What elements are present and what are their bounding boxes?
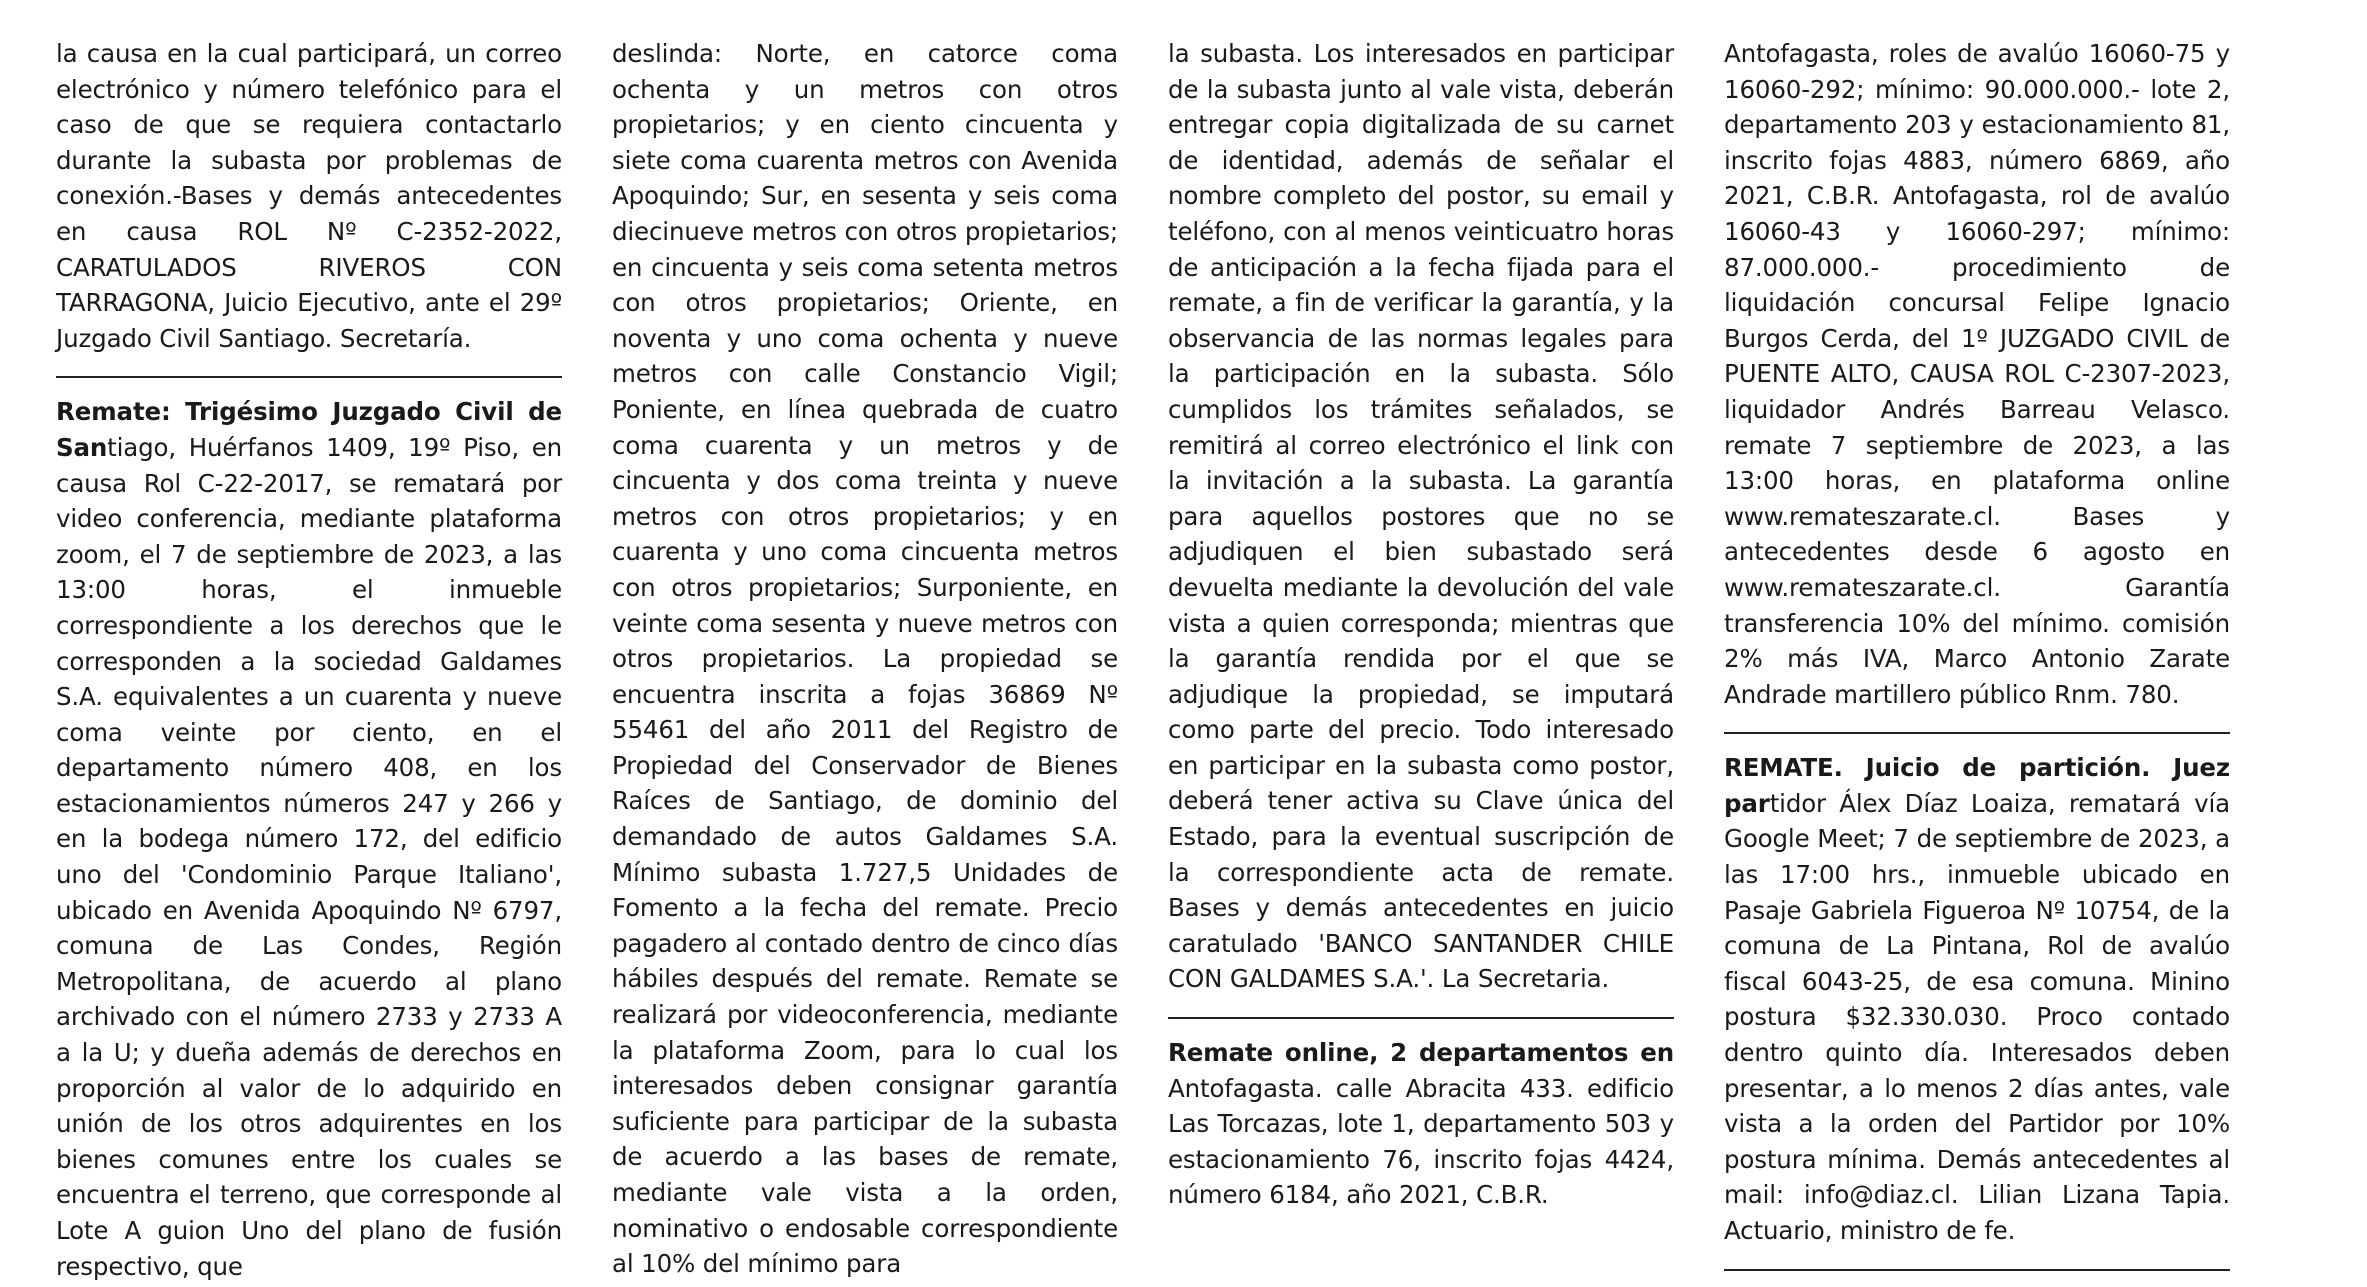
notice-remate-trigesimo-juzgado	[56, 394, 562, 1284]
notice-continuation: deslinda: Norte, en catorce coma ochenta y un metros con otros propietarios; y en ciento cincuenta y siete coma cuarenta metros con Avenida Apoquindo; Sur, en sesenta y seis coma diecinueve metros con otros propietarios; en cincuenta y seis coma setenta metros con otros propietarios; Oriente, en noventa y uno coma ochenta y nueve metros con calle Constancio Vigil; Poniente, en línea quebrada de cuatro coma cuarenta y un metros y de cincuenta y dos coma treinta y nueve metros con otros propietarios; y en cuarenta y uno coma cincuenta metros con otros propietarios; Surponiente, en veinte coma sesenta y nueve metros con otros propietarios. La propiedad se encuentra inscrita a fojas 36869 Nº 55461 del año 2011 del Registro de Propiedad del Conservador de Bienes Raíces de Santiago, de dominio del demandado de autos Galdames S.A. Mínimo subasta 1.727,5 Unidades de Fomento a la fecha del remate. Precio pagadero al contado dentro de cinco días hábiles después del remate. Remate se realizará por videoconferencia, mediante la plataforma Zoom, para lo cual los interesados deben consignar garantía suficiente para participar de la subasta de acuerdo a las bases de remate, mediante vale vista a la orden, nominativo o endosable correspondiente al 10% del mínimo para	[612, 39, 1118, 1279]
notice-divider	[1724, 1269, 2230, 1271]
notice-continuation: la subasta. Los interesados en participar de la subasta junto al vale vista, deberán entregar copia digitalizada de su carnet de identidad, además de señalar el nombre completo del postor, su email y teléfono, con al menos veinticuatro horas de anticipación a la fecha fijada para el remate, a fin de verificar la garantía, y la observancia de las normas legales para la participación en la subasta. Sólo cumplidos los trámites señalados, se remitirá al correo electrónico el link con la invitación a la subasta. La garantía para aquellos postores que no se adjudiquen el bien subastado será devuelta mediante la devolución del vale vista a quien corresponda; mientras que la garantía rendida por el que se adjudique la propiedad, se imputará como parte del precio. Todo interesado en participar en la subasta como postor, deberá tener activa su Clave única del Estado, para la eventual suscripción de la correspondiente acta de remate. Bases y demás antecedentes en juicio caratulado 'BANCO SANTANDER CHILE CON GALDAMES S.A.'. La Secretaria.	[1168, 39, 1674, 994]
notice-heading: Remate: Trigésimo Juzgado Civil de San	[56, 397, 562, 462]
column-3	[1168, 36, 1674, 1213]
column-4	[1724, 36, 2230, 1287]
column-1	[56, 36, 562, 1284]
notice-body: Antofagasta. calle Abracita 433. edificio Las Torcazas, lote 1, departamento 503 y estacionamiento 76, inscrito fojas 4424, número 6184, año 2021, C.B.R.	[1168, 1073, 1674, 1210]
notice-divider	[56, 376, 562, 378]
notice-body: tiago, Huérfanos 1409, 19º Piso, en causa Rol C-22-2017, se rematará por video conferencia, mediante plataforma zoom, el 7 de septiembre de 2023, a las 13:00 horas, el inmueble correspondiente a los derechos que le corresponden a la sociedad Galdames S.A. equivalentes a un cuarenta y nueve coma veinte por ciento, en el departamento número 408, en los estacionamientos números 247 y 266 y en la bodega número 172, del edificio uno del 'Condominio Parque Italiano', ubicado en Avenida Apoquindo Nº 6797, comuna de Las Condes, Región Metropolitana, de acuerdo al plano archivado con el número 2733 y 2733 A a la U; y dueña además de derechos en proporción al valor de lo adquirido en unión de los otros adquirentes en los bienes comunes entre los cuales se encuentra el terreno, que corresponde al Lote A guion Uno del plano de fusión respectivo, que	[56, 432, 562, 1281]
notice-divider	[1724, 732, 2230, 734]
notice-remate-online-antofagasta	[1168, 1035, 1674, 1213]
notice-heading: REMATE. Juicio de partición. Juez par	[1724, 753, 2230, 818]
notice-body: tidor Álex Díaz Loaiza, rematará vía Google Meet; 7 de septiembre de 2023, a las 17:00 hrs., inmueble ubicado en Pasaje Gabriela Figueroa Nº 10754, de la comuna de La Pintana, Rol de avalúo fiscal 6043-25, de esa comuna. Minino postura $32.330.030. Proco contado dentro quinto día. Interesados deben presentar, a lo menos 2 días antes, vale vista a la orden del Partidor por 10% postura mínima. Demás antecedentes al mail: info@diaz.cl. Lilian Lizana Tapia. Actuario, ministro de fe.	[1724, 788, 2230, 1245]
notice-continuation: la causa en la cual participará, un correo electrónico y número telefónico para el caso de que se requiera contactarlo durante la subasta por problemas de conexión.-Bases y demás antecedentes en causa ROL Nº C-2352-2022, CARATULADOS RIVEROS CON TARRAGONA, Juicio Ejecutivo, ante el 29º Juzgado Civil Santiago. Secretaría.	[56, 39, 562, 353]
notice-heading: Remate online, 2 departamentos en	[1168, 1038, 1674, 1068]
column-2	[612, 36, 1118, 1282]
notice-divider	[1168, 1017, 1674, 1019]
notice-continuation: Antofagasta, roles de avalúo 16060-75 y 16060-292; mínimo: 90.000.000.- lote 2, departamento 203 y estacionamiento 81, inscrito fojas 4883, número 6869, año 2021, C.B.R. Antofagasta, rol de avalúo 16060-43 y 16060-297; mínimo: 87.000.000.- procedimiento de liquidación concursal Felipe Ignacio Burgos Cerda, del 1º JUZGADO CIVIL de PUENTE ALTO, CAUSA ROL C-2307-2023, liquidador Andrés Barreau Velasco. remate 7 septiembre de 2023, a las 13:00 horas, en plataforma online www.remateszarate.cl. Bases y antecedentes desde 6 agosto en www.remateszarate.cl. Garantía transferencia 10% del mínimo. comisión 2% más IVA, Marco Antonio Zarate Andrade martillero público Rnm. 780.	[1724, 39, 2230, 709]
notice-remate-juicio-particion	[1724, 750, 2230, 1248]
